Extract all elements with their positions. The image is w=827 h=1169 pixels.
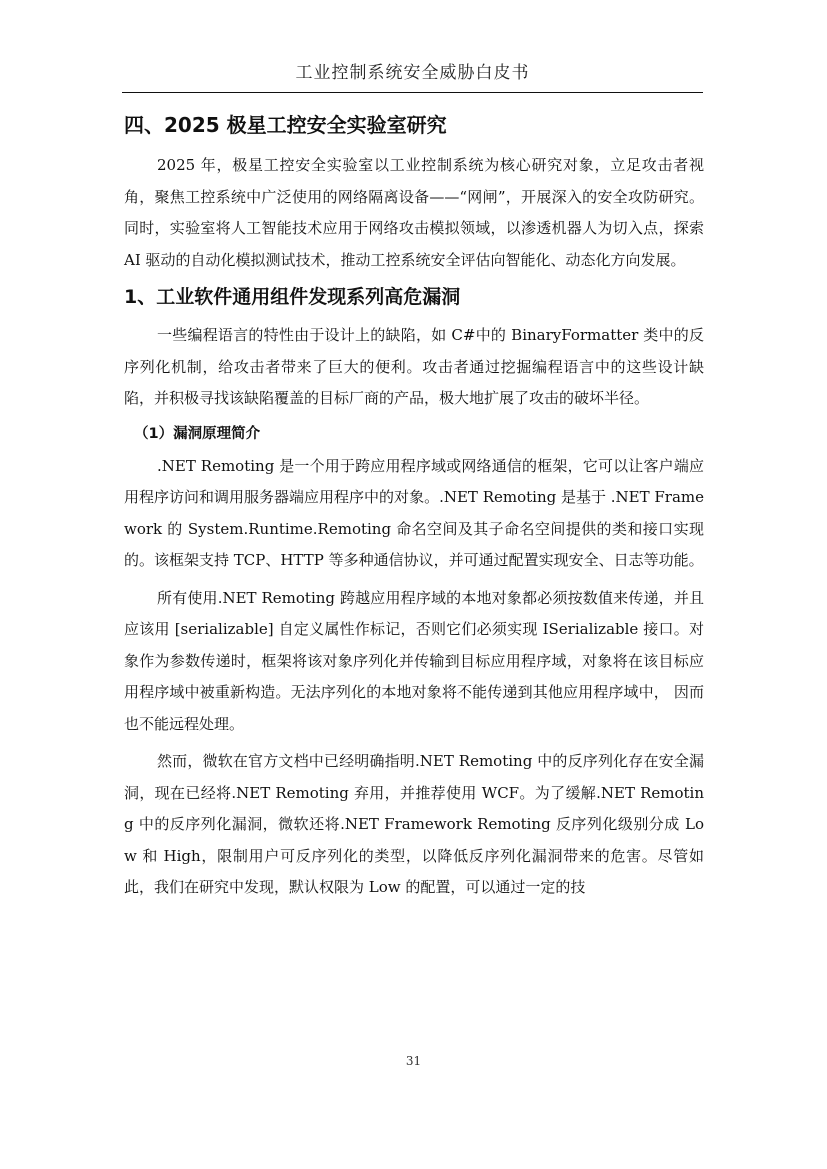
body-paragraph: .NET Remoting 是一个用于跨应用程序域或网络通信的框架，它可以让客户端应用程序访问和调用服务器端应用程序中的对象。.NET Remoting 是基于 .NET Framework 的 System.Runtime.Remoting 命名空间及其子命名空间提供的类和接口实现的。该框架支持 TCP、HTTP 等多种通信协议，并可通过配置实现安全、日志等功能。 xyxy=(124,456,704,569)
body-paragraph: 所有使用.NET Remoting 跨越应用程序域的本地对象都必须按数值来传递，并且应该用 [serializable] 自定义属性作标记，否则它们必须实现 ISerializable 接口。对象作为参数传递时，框架将该对象序列化并传输到目标应用程序域，对象将在该目标应用程序域中被重新构造。无法序列化的本地对象将不能传递到其他应用程序域中， 因而也不能远程处理。 xyxy=(124,588,704,733)
body-paragraph: 然而，微软在官方文档中已经明确指明.NET Remoting 中的反序列化存在安全漏洞，现在已经将.NET Remoting 弃用，并推荐使用 WCF。为了缓解.NET Remoting 中的反序列化漏洞，微软还将.NET Framework Remoting 反序列化级别分成 Low 和 High，限制用户可反序列化的类型，以降低反序列化漏洞带来的危害。尽管如此，我们在研究中发现，默认权限为 Low 的配置，可以通过一定的技 xyxy=(124,752,704,896)
subsection-intro-paragraph: 一些编程语言的特性由于设计上的缺陷，如 C#中的 BinaryFormatter 类中的反序列化机制，给攻击者带来了巨大的便利。攻击者通过挖掘编程语言中的这些设计缺陷，并积极寻找该缺陷覆盖的目标厂商的产品，极大地扩展了攻击的破坏半径。 xyxy=(124,326,704,407)
subsubsection-heading: （1）漏洞原理简介 xyxy=(134,425,261,442)
section-intro-paragraph: 2025 年，极星工控安全实验室以工业控制系统为核心研究对象，立足攻击者视角，聚焦工控系统中广泛使用的网络隔离设备——“网闸”，开展深入的安全攻防研究。同时，实验室将人工智能技术应用于网络攻击模拟领域，以渗透机器人为切入点，探索 AI 驱动的自动化模拟测试技术，推动工控系统安全评估向智能化、动态化方向发展。 xyxy=(124,156,704,269)
subsection-heading: 1、工业软件通用组件发现系列高危漏洞 xyxy=(124,286,461,308)
page-number: 31 xyxy=(405,1054,422,1068)
header-divider xyxy=(122,92,703,93)
running-header: 工业控制系统安全威胁白皮书 xyxy=(295,63,530,83)
section-heading: 四、2025 极星工控安全实验室研究 xyxy=(124,113,447,137)
page-body xyxy=(124,110,704,910)
